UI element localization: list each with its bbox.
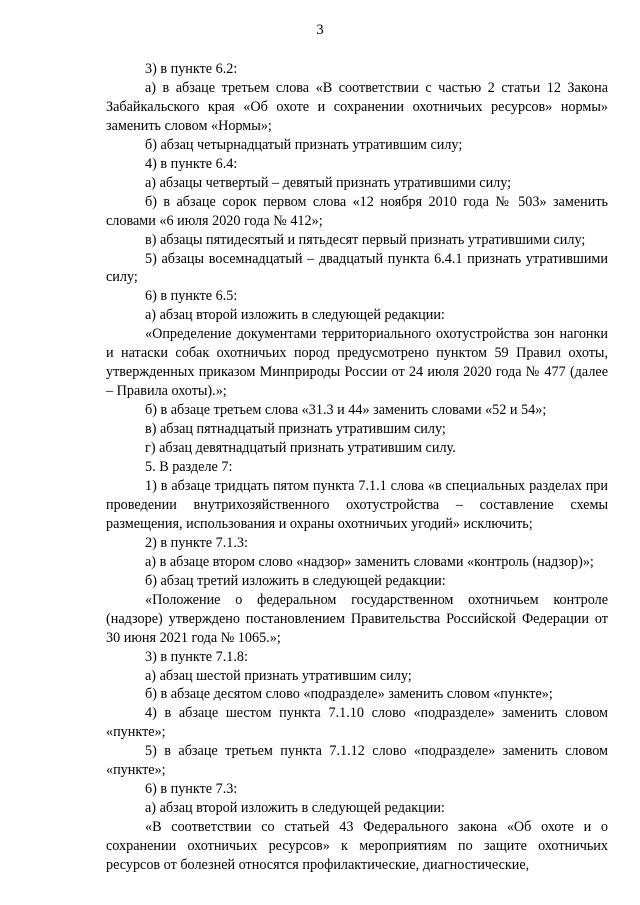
paragraph: «Положение о федеральном государственном охотничьем контроле (надзоре) утверждено постановлением Правительства Российской Федерации от 30 июня 2021 года № 1065.»; bbox=[106, 591, 608, 646]
paragraph: г) абзац девятнадцатый признать утратившим силу. bbox=[145, 440, 456, 457]
paragraph: в) абзацы пятидесятый и пятьдесят первый признать утратившими силу; bbox=[145, 231, 586, 248]
paragraph: «Определение документами территориального охотустройства зон нагонки и натаски собак охотничьих пород предусмотрено пунктом 59 Правил охоты, утвержденных приказом Минприроды России от 24 июля 2020 года № 477 (далее – Правила охоты).»; bbox=[106, 326, 608, 400]
paragraph: а) в абзаце втором слово «надзор» заменить словами «контроль (надзор)»; bbox=[145, 553, 594, 570]
paragraph: б) в абзаце сорок первом слова «12 ноября 2010 года № 503» заменить словами «6 июля 2020 года № 412»; bbox=[106, 193, 608, 229]
paragraph: 6) в пункте 6.5: bbox=[145, 288, 238, 305]
paragraph: 3) в пункте 6.2: bbox=[145, 61, 238, 77]
paragraph: в) абзац пятнадцатый признать утратившим силу; bbox=[145, 421, 446, 438]
paragraph: 4) в пункте 6.4: bbox=[145, 155, 238, 172]
paragraph: 5. В разделе 7: bbox=[145, 459, 233, 476]
paragraph: б) абзац четырнадцатый признать утратившим силу; bbox=[145, 136, 463, 153]
paragraph: 1) в абзаце тридцать пятом пункта 7.1.1 слова «в специальных разделах при проведении внутрихозяйственного охотустройства – составление схемы размещения, использования и охраны охотничьих угодий» исключить; bbox=[106, 477, 608, 532]
paragraph: а) абзац шестой признать утратившим силу; bbox=[145, 667, 412, 684]
paragraph: а) абзац второй изложить в следующей редакции: bbox=[145, 800, 445, 817]
paragraph: 2) в пункте 7.1.3: bbox=[145, 534, 248, 551]
paragraph: б) абзац третий изложить в следующей редакции: bbox=[145, 572, 446, 589]
paragraph: б) в абзаце третьем слова «31.3 и 44» заменить словами «52 и 54»; bbox=[145, 402, 547, 419]
paragraph: 6) в пункте 7.3: bbox=[145, 781, 238, 798]
paragraph: а) абзацы четвертый – девятый признать утратившими силу; bbox=[145, 174, 512, 191]
paragraph: «В соответствии со статьей 43 Федерального закона «Об охоте и о сохранении охотничьих ресурсов» к мероприятиям по защите охотничьих ресурсов от болезней относятся профилактические, диагностические, bbox=[106, 819, 608, 874]
paragraph: а) абзац второй изложить в следующей редакции: bbox=[145, 307, 445, 324]
document-body bbox=[106, 60, 608, 875]
paragraph: 3) в пункте 7.1.8: bbox=[145, 648, 248, 665]
paragraph: 5) в абзаце третьем пункта 7.1.12 слово «подразделе» заменить словом «пункте»; bbox=[106, 743, 608, 779]
paragraph: а) в абзаце третьем слова «В соответствии с частью 2 статьи 12 Закона Забайкальского края «Об охоте и сохранении охотничьих ресурсов» нормы» заменить словом «Нормы»; bbox=[106, 79, 608, 134]
paragraph: 5) абзацы восемнадцатый – двадцатый пункта 6.4.1 признать утратившими силу; bbox=[106, 250, 608, 286]
paragraph: 4) в абзаце шестом пункта 7.1.10 слово «подразделе» заменить словом «пункте»; bbox=[106, 705, 608, 741]
page-number: 3 bbox=[316, 22, 324, 38]
paragraph: б) в абзаце десятом слово «подразделе» заменить словом «пункте»; bbox=[145, 686, 553, 703]
